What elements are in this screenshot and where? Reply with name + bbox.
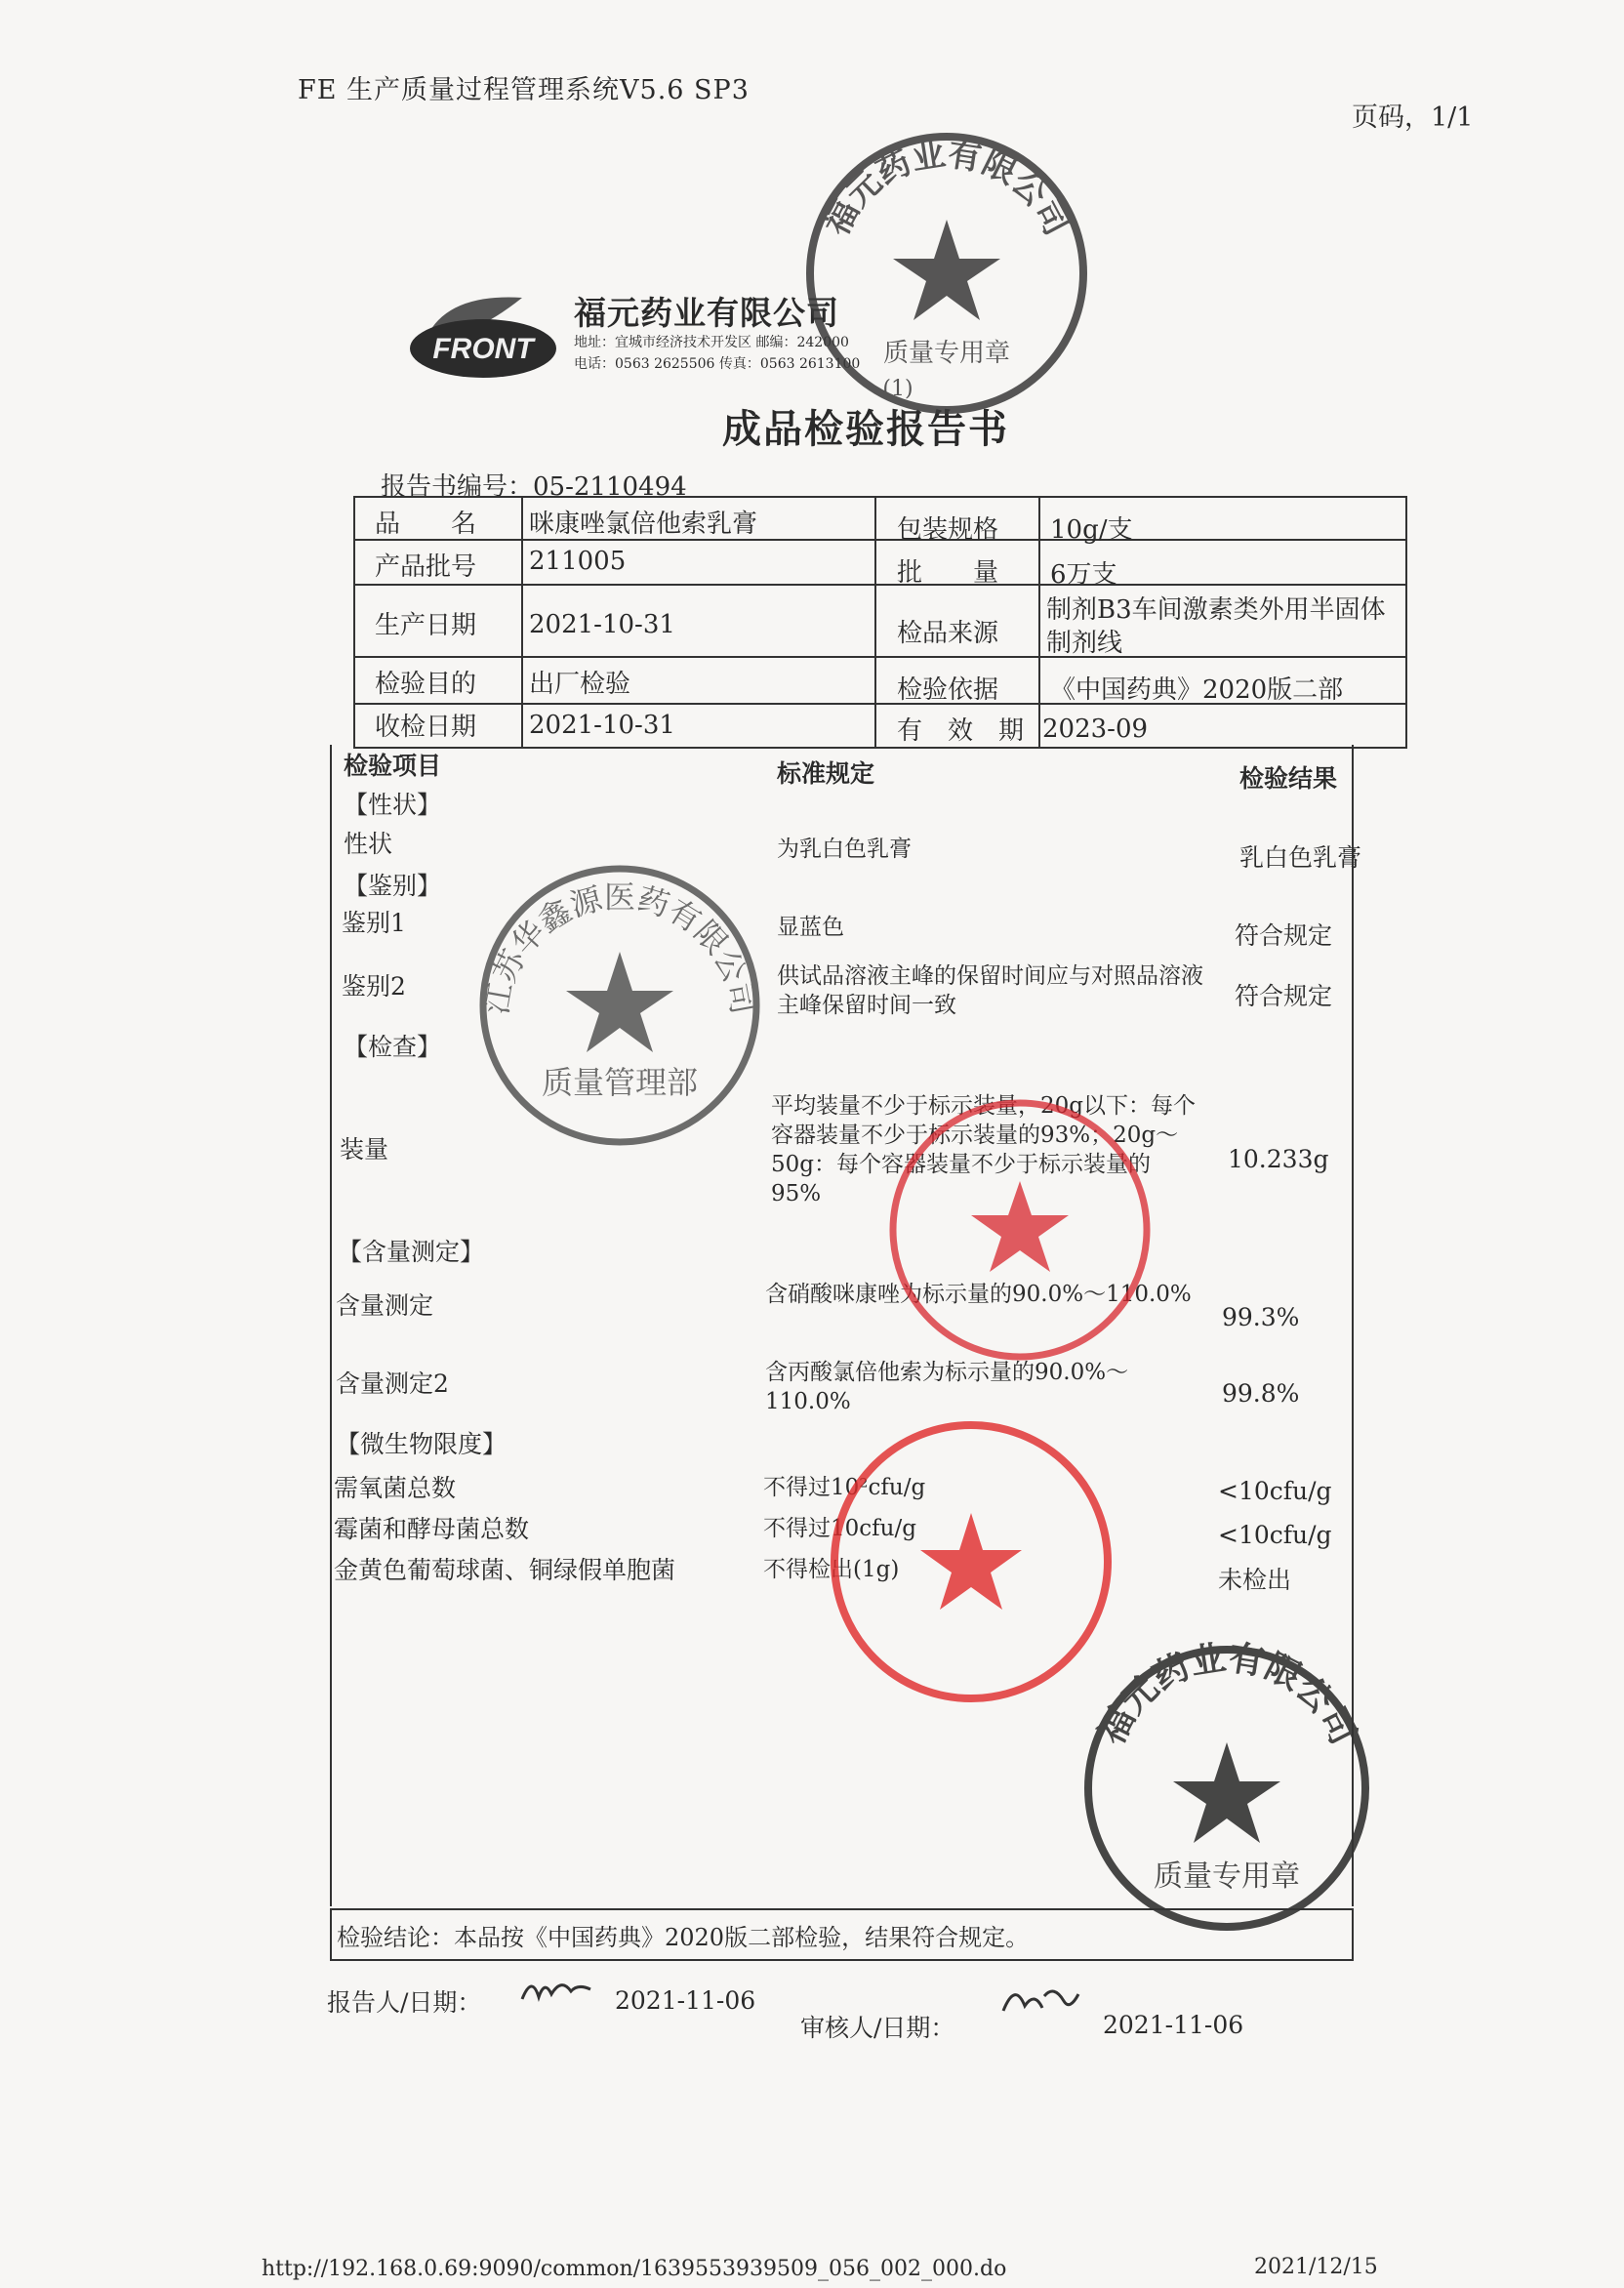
product-name-label: 品 名 (375, 510, 477, 539)
footer-date: 2021/12/15 (1254, 2255, 1378, 2279)
purpose-label: 检验目的 (375, 670, 477, 699)
row-ident1-result: 符合规定 (1235, 921, 1333, 950)
basis-value: 《中国药典》2020版二部 (1050, 675, 1344, 705)
product-name: 咪康唑氯倍他索乳膏 (529, 510, 758, 539)
seal-bottom-bottom-text: 质量专用章 (1154, 1859, 1300, 1894)
report-number: 报告书编号：05-2110494 (381, 472, 687, 502)
row-assay1-result: 99.3% (1222, 1303, 1300, 1331)
reporter-signature (517, 1970, 595, 2013)
reviewer-label: 审核人/日期： (800, 2014, 955, 2042)
red-company-seal (825, 1415, 1117, 1708)
quantity-label: 批 量 (897, 558, 999, 588)
row-fill-result: 10.233g (1228, 1145, 1329, 1173)
source-label: 检品来源 (897, 619, 999, 648)
svg-text:福元药业有限公司 (1091, 1640, 1364, 1751)
batch-no-label: 产品批号 (375, 552, 477, 582)
distributor-seal-ring-text: 江苏华鑫源医药有限公司 (477, 878, 762, 1017)
section-assay: 【含量测定】 (338, 1238, 485, 1266)
expiry-label: 有 效 期 (897, 716, 1025, 746)
row-assay2-item: 含量测定2 (336, 1369, 449, 1398)
address-line: 地址：宜城市经济技术开发区 邮编：242000 (574, 335, 849, 350)
source-value: 制剂B3车间激素类外用半固体制剂线 (1046, 595, 1386, 658)
red-qc-seal (883, 1093, 1157, 1367)
row-mold-standard: 不得过10cfu/g (763, 1516, 916, 1541)
reporter-label: 报告人/日期： (327, 1988, 482, 2017)
quantity-value: 6万支 (1050, 560, 1117, 590)
phone-line: 电话：0563 2625506 传真：0563 2613100 (574, 356, 861, 372)
row-ident1-standard: 显蓝色 (777, 915, 844, 940)
row-pathogen-standard: 不得检出(1g) (763, 1557, 900, 1582)
row-aerobic-item: 需氧菌总数 (334, 1474, 457, 1502)
company-seal-top (800, 127, 1093, 420)
row-fill-standard: 平均装量不少于标示装量，20g以下：每个容器装量不少于标示装量的93%；20g～50g：每个容器装量不少于标示装量的95% (771, 1093, 1196, 1206)
row-ident2-standard: 供试品溶液主峰的保留时间应与对照品溶液主峰保留时间一致 (777, 963, 1203, 1018)
system-title: FE 生产质量过程管理系统V5.6 SP3 (298, 75, 750, 105)
row-appearance-standard: 为乳白色乳膏 (777, 837, 912, 862)
row-fill-item: 装量 (340, 1135, 389, 1164)
basis-label: 检验依据 (897, 675, 999, 705)
row-ident2-result: 符合规定 (1235, 982, 1333, 1010)
page-number: 页码，1/1 (1352, 102, 1474, 133)
section-appearance: 【性状】 (344, 791, 442, 819)
seal-top-ring-text: 福元药业有限公司 (817, 135, 1076, 242)
purpose-value: 出厂检验 (529, 670, 631, 699)
row-pathogen-item: 金黄色葡萄球菌、铜绿假单胞菌 (334, 1556, 676, 1584)
company-name: 福元药业有限公司 (574, 294, 839, 332)
row-aerobic-result: <10cfu/g (1218, 1477, 1332, 1505)
row-mold-result: <10cfu/g (1218, 1521, 1332, 1549)
section-identification: 【鉴别】 (344, 872, 442, 900)
footer-url: http://192.168.0.69:9090/common/1639553939509_056_002_000.do (262, 2257, 1007, 2281)
row-appearance-result: 乳白色乳膏 (1239, 843, 1362, 872)
seal-bottom-ring-text: 福元药业有限公司 (1090, 1640, 1364, 1751)
reporter-date: 2021-11-06 (615, 1986, 756, 2015)
receive-date: 2021-10-31 (529, 711, 675, 740)
section-check: 【检查】 (344, 1033, 442, 1061)
package-label: 包装规格 (897, 515, 999, 545)
row-aerobic-standard: 不得过10²cfu/g (763, 1475, 926, 1500)
seal-top-bottom-text: 质量专用章 (882, 339, 1011, 368)
row-assay2-standard: 含丙酸氯倍他索为标示量的90.0%～110.0% (765, 1360, 1129, 1414)
row-assay1-item: 含量测定 (336, 1291, 434, 1320)
logo-text: FRONT (432, 333, 534, 365)
batch-no: 211005 (529, 547, 627, 576)
reviewer-signature (995, 1977, 1083, 2029)
section-micro: 【微生物限度】 (336, 1430, 508, 1458)
prod-date: 2021-10-31 (529, 610, 675, 639)
company-logo (405, 288, 556, 386)
col-standard-header: 标准规定 (777, 759, 875, 788)
col-result-header: 检验结果 (1239, 764, 1338, 793)
row-mold-item: 霉菌和酵母菌总数 (334, 1515, 530, 1543)
distributor-qc-seal (473, 859, 766, 1152)
row-assay2-result: 99.8% (1222, 1379, 1300, 1408)
row-assay1-standard: 含硝酸咪康唑为标示量的90.0%～110.0% (765, 1282, 1192, 1307)
seal-top-number: (1) (882, 377, 914, 401)
distributor-seal-bottom-text: 质量管理部 (541, 1064, 699, 1101)
package-value: 10g/支 (1050, 515, 1133, 545)
reviewer-date: 2021-11-06 (1103, 2011, 1244, 2039)
row-pathogen-result: 未检出 (1218, 1566, 1292, 1594)
col-item-header: 检验项目 (344, 752, 442, 780)
row-appearance-item: 性状 (344, 830, 393, 858)
company-seal-bottom (1078, 1640, 1376, 1938)
report-title: 成品检验报告书 (722, 406, 1009, 452)
info-table (353, 496, 1407, 749)
prod-date-label: 生产日期 (375, 611, 477, 640)
conclusion-text: 检验结论：本品按《中国药典》2020版二部检验，结果符合规定。 (337, 1924, 1030, 1951)
row-ident2-item: 鉴别2 (342, 972, 406, 1001)
row-ident1-item: 鉴别1 (342, 909, 406, 937)
receive-date-label: 收检日期 (375, 713, 477, 742)
expiry-value: 2023-09 (1042, 715, 1149, 744)
